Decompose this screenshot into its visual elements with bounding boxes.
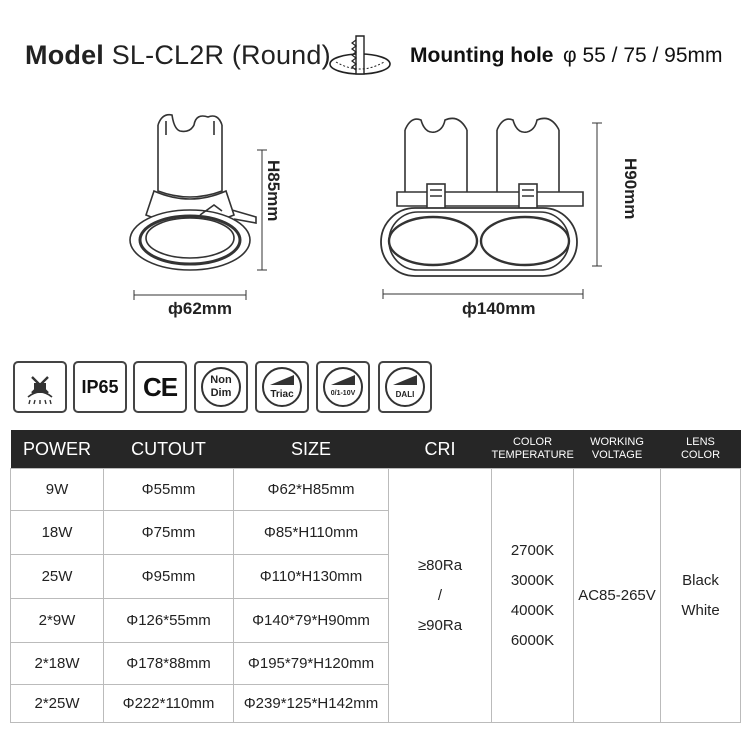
table-row (11, 469, 741, 511)
cct-3000k: 3000K (510, 571, 555, 589)
header-lens-color-line2: COLOR (680, 449, 721, 461)
power-cell: 2*9W (11, 599, 104, 643)
power-cell: 2*25W (11, 685, 104, 723)
color-temperature-cell (492, 469, 574, 723)
single-downlight-drawing (110, 105, 280, 305)
triac-dimming-badge (255, 361, 309, 413)
size-cell: Φ239*125*H142mm (234, 685, 389, 723)
power-cell: 25W (11, 555, 104, 599)
cutout-cell: Φ126*55mm (104, 599, 234, 643)
double-height-label: H90mm (621, 158, 640, 220)
model-name: SL-CL2R (Round) (111, 40, 331, 70)
header-working-voltage-line1: WORKING (590, 436, 644, 448)
specification-table (10, 430, 741, 723)
header-working-voltage (574, 430, 661, 469)
working-voltage-cell: AC85-265V (574, 469, 661, 723)
0-10v-label: 0/1-10V (330, 390, 356, 397)
table-header-row (11, 430, 741, 469)
size-cell: Φ85*H110mm (234, 511, 389, 555)
header-size: SIZE (234, 430, 389, 469)
header-working-voltage-line2: VOLTAGE (591, 449, 643, 461)
size-cell: Φ62*H85mm (234, 469, 389, 511)
cct-6000k: 6000K (510, 631, 555, 649)
header-cri: CRI (389, 430, 492, 469)
dali-dimming-badge (378, 361, 432, 413)
mounting-hole-sizes: φ 55 / 75 / 95mm (563, 44, 723, 67)
ce-label: CE (142, 371, 178, 402)
size-cell: Φ195*79*H120mm (234, 643, 389, 685)
cutout-cell: Φ95mm (104, 555, 234, 599)
cutout-cell: Φ222*110mm (104, 685, 234, 723)
0-10v-dimming-badge (316, 361, 370, 413)
size-cell: Φ110*H130mm (234, 555, 389, 599)
ce-mark (133, 361, 187, 413)
power-cell: 2*18W (11, 643, 104, 685)
ip65-label: IP65 (81, 376, 119, 397)
cutout-cell: Φ178*88mm (104, 643, 234, 685)
ip65-badge (73, 361, 127, 413)
single-width-label: ф62mm (168, 299, 233, 318)
cutout-cell: Φ75mm (104, 511, 234, 555)
dali-label: DALI (395, 390, 415, 399)
cri-line3: ≥90Ra (417, 616, 463, 634)
lens-color-black: Black (682, 571, 719, 589)
ip-rating-icon (13, 361, 67, 413)
double-downlight-drawing (375, 108, 605, 308)
single-height-label: H85mm (264, 160, 283, 222)
product-title (25, 40, 331, 71)
non-dim-badge (194, 361, 248, 413)
cct-4000k: 4000K (510, 601, 555, 619)
triac-label: Triac (270, 389, 294, 400)
header-color-temperature (492, 430, 574, 469)
lens-color-white: White (681, 601, 720, 619)
header-power: POWER (11, 430, 104, 469)
saw-cut-icon (326, 34, 394, 82)
size-cell: Φ140*79*H90mm (234, 599, 389, 643)
non-dim-top-label: Non (210, 374, 232, 386)
header-color-temperature-line1: COLOR (512, 436, 553, 448)
cct-2700k: 2700K (510, 541, 555, 559)
cri-cell (389, 469, 492, 723)
model-label: Model (25, 40, 104, 70)
header-cutout: CUTOUT (104, 430, 234, 469)
header-lens-color-line1: LENS (686, 436, 715, 448)
power-cell: 18W (11, 511, 104, 555)
header-lens-color (661, 430, 741, 469)
header-color-temperature-line2: TEMPERATURE (491, 449, 574, 461)
cutout-cell: Φ55mm (104, 469, 234, 511)
non-dim-bottom-label: Dim (210, 387, 232, 399)
cri-line2: / (437, 586, 443, 604)
power-cell: 9W (11, 469, 104, 511)
lens-color-cell (661, 469, 741, 723)
cri-line1: ≥80Ra (417, 556, 463, 574)
double-width-label: ф140mm (462, 299, 536, 318)
mounting-hole-label: Mounting hole (410, 44, 554, 67)
